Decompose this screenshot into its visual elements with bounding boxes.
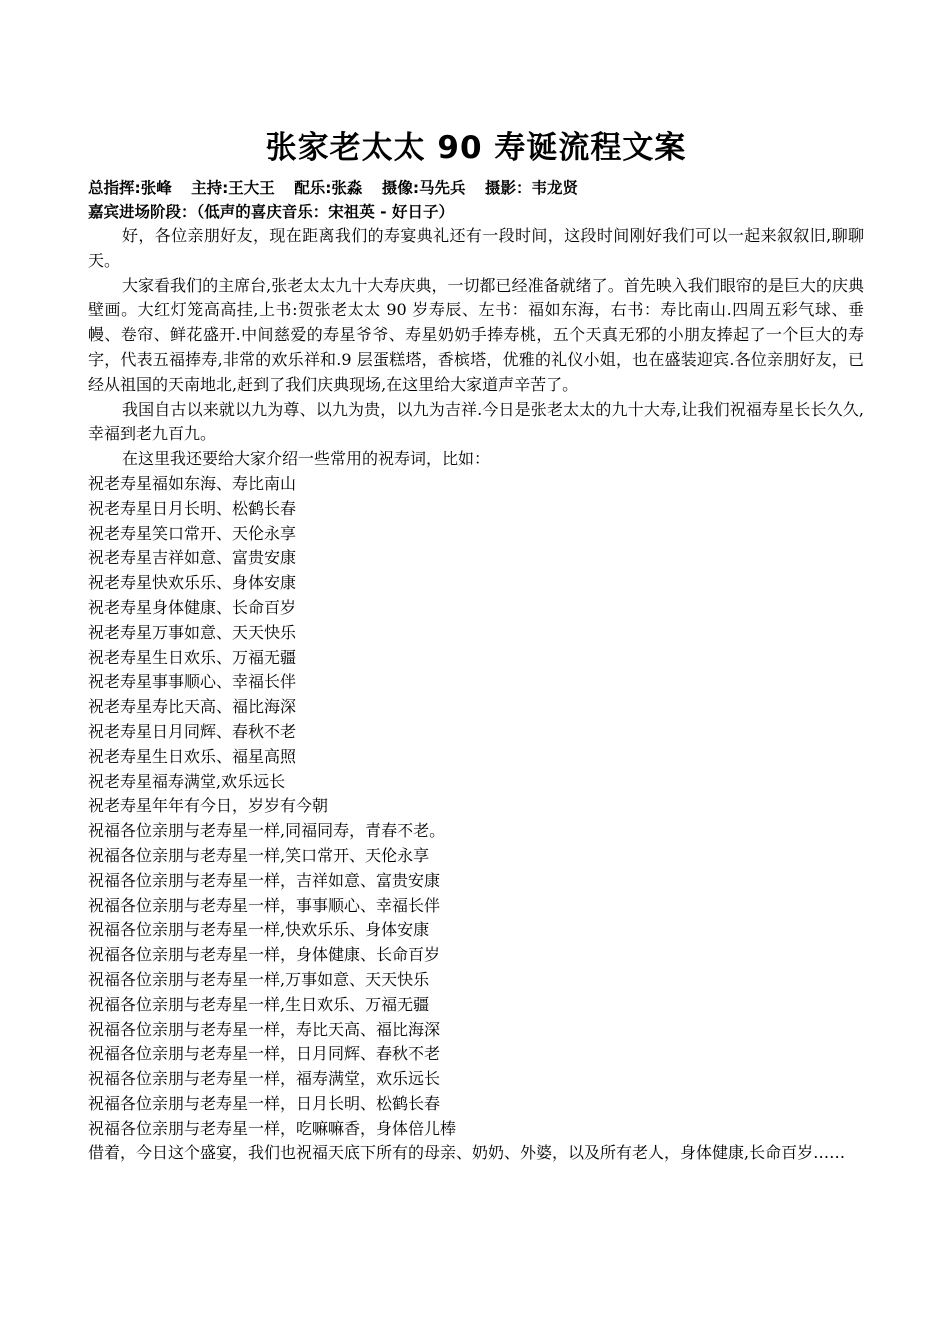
paragraph-intro-blessings: 在这里我还要给大家介绍一些常用的祝寿词，比如： <box>122 449 491 469</box>
blessing-line: 祝老寿星年年有今日，岁岁有今朝 <box>88 796 329 816</box>
blessing-line: 祝福各位亲朋与老寿星一样，吃嘛嘛香，身体倍儿棒 <box>88 1118 457 1138</box>
blessing-line: 祝福各位亲朋与老寿星一样，事事顺心、幸福长伴 <box>88 895 441 915</box>
crew-line <box>88 176 864 200</box>
blessing-line: 祝福各位亲朋与老寿星一样,万事如意、天天快乐 <box>88 969 430 989</box>
blessing-line: 祝福各位亲朋与老寿星一样，日月同辉、春秋不老 <box>88 1044 441 1064</box>
blessing-line: 祝福各位亲朋与老寿星一样，吉祥如意、富贵安康 <box>88 870 441 890</box>
closing-paragraph: 借着，今日这个盛宴，我们也祝福天底下所有的母亲、奶奶、外婆，以及所有老人，身体健康,长命百岁…… <box>88 1143 846 1163</box>
document-title: 张家老太太 90 寿诞流程文案 <box>265 130 687 166</box>
blessing-line: 祝福各位亲朋与老寿星一样,生日欢乐、万福无疆 <box>88 994 430 1014</box>
blessing-line: 祝老寿星身体健康、长命百岁 <box>88 597 297 617</box>
blessing-line: 祝老寿星福如东海、寿比南山 <box>88 473 297 493</box>
blessing-line: 祝福各位亲朋与老寿星一样，寿比天高、福比海深 <box>88 1019 441 1039</box>
blessing-line: 祝老寿星万事如意、天天快乐 <box>88 622 297 642</box>
blessing-line: 祝福各位亲朋与老寿星一样，福寿满堂，欢乐远长 <box>88 1069 441 1089</box>
blessing-line: 祝福各位亲朋与老寿星一样,同福同寿，青春不老。 <box>88 821 446 841</box>
crew-host: 主持:王大王 <box>191 179 275 197</box>
crew-photo: 摄影：韦龙贤 <box>484 179 578 197</box>
document-page <box>88 122 864 1166</box>
stage-heading: 嘉宾进场阶段：（低声的喜庆音乐：宋祖英 - 好日子） <box>88 203 454 221</box>
blessing-line: 祝老寿星生日欢乐、福星高照 <box>88 746 297 766</box>
blessing-line: 祝福各位亲朋与老寿星一样，日月长明、松鹤长春 <box>88 1093 441 1113</box>
crew-video: 摄像:马先兵 <box>381 179 466 197</box>
blessing-line: 祝福各位亲朋与老寿星一样,快欢乐乐、身体安康 <box>88 920 430 940</box>
blessing-list <box>88 472 864 1142</box>
blessing-line: 祝老寿星事事顺心、幸福长伴 <box>88 672 297 692</box>
crew-director: 总指挥:张峰 <box>88 179 172 197</box>
paragraph-nine: 我国自古以来就以九为尊、以九为贵，以九为吉祥.今日是张老太太的九十大寿,让我们祝福寿星长长久久,幸福到老九百九。 <box>88 399 864 444</box>
blessing-line: 祝老寿星日月同辉、春秋不老 <box>88 721 297 741</box>
crew-music: 配乐:张淼 <box>294 179 363 197</box>
blessing-line: 祝老寿星日月长明、松鹤长春 <box>88 498 297 518</box>
blessing-line: 祝老寿星快欢乐乐、身体安康 <box>88 573 297 593</box>
blessing-line: 祝老寿星生日欢乐、万福无疆 <box>88 647 297 667</box>
paragraph-stage-description: 大家看我们的主席台,张老太太九十大寿庆典，一切都已经准备就绪了。首先映入我们眼帘的是巨大的庆典壁画。大红灯笼高高挂,上书:贺张老太太 90 岁寿辰、左书：福如东海，右书：寿比南山.四周五彩气球、垂幔、卷帘、鲜花盛开.中间慈爱的寿星爷爷、寿星奶奶手捧寿桃，五个天真无邪的小朋友捧起了一个巨大的寿字，代表五福捧寿,非常的欢乐祥和.9 层蛋糕塔，香槟塔，优雅的礼仪小姐，也在盛装迎宾.各位亲朋好友，已经从祖国的天南地北,赶到了我们庆典现场,在这里给大家道声辛苦了。 <box>88 275 864 394</box>
blessing-line: 祝福各位亲朋与老寿星一样,笑口常开、天伦永享 <box>88 845 430 865</box>
blessing-line: 祝老寿星笑口常开、天伦永享 <box>88 523 297 543</box>
blessing-line: 祝老寿星福寿满堂,欢乐远长 <box>88 771 286 791</box>
blessing-line: 祝老寿星吉祥如意、富贵安康 <box>88 548 297 568</box>
paragraph-greeting: 好，各位亲朋好友，现在距离我们的寿宴典礼还有一段时间，这段时间刚好我们可以一起来叙叙旧,聊聊天。 <box>88 226 864 270</box>
blessing-line: 祝福各位亲朋与老寿星一样，身体健康、长命百岁 <box>88 945 441 965</box>
blessing-line: 祝老寿星寿比天高、福比海深 <box>88 697 297 717</box>
